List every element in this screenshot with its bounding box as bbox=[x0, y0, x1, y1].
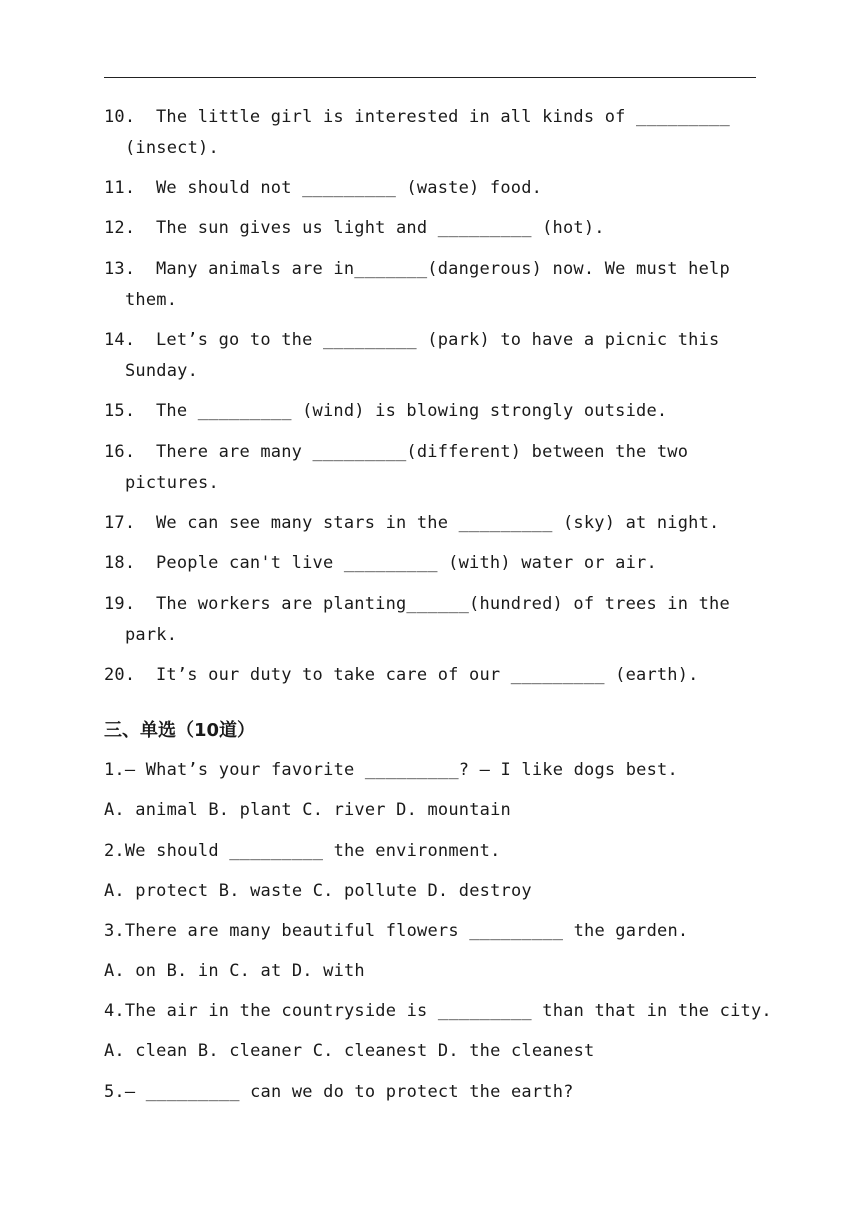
item-number: 20. bbox=[104, 665, 136, 685]
mc-item-4 bbox=[104, 996, 772, 1067]
item-text-continued: pictures. bbox=[125, 473, 219, 493]
mc-item-3 bbox=[104, 916, 764, 987]
fill-item-12 bbox=[104, 213, 764, 244]
item-number: 16. bbox=[104, 442, 136, 462]
item-number: 10. bbox=[104, 107, 136, 127]
item-number: 14. bbox=[104, 330, 136, 350]
mc-item-2 bbox=[104, 836, 764, 907]
section-title: 三、单选（10道） bbox=[104, 720, 256, 741]
item-text-continued: (insect). bbox=[125, 138, 219, 158]
fill-item-20 bbox=[104, 660, 764, 691]
fill-item-16 bbox=[104, 437, 764, 499]
item-text: Let’s go to the _________ (park) to have a picnic this bbox=[156, 330, 720, 350]
fill-item-11 bbox=[104, 173, 764, 204]
mc-question: 3.There are many beautiful flowers _________ the garden. bbox=[104, 921, 689, 941]
item-text: Many animals are in_______(dangerous) now. We must help bbox=[156, 259, 730, 279]
item-text: People can't live _________ (with) water or air. bbox=[156, 553, 657, 573]
mc-options: A. on B. in C. at D. with bbox=[104, 961, 365, 981]
fill-item-13 bbox=[104, 254, 764, 316]
item-text: We can see many stars in the _________ (sky) at night. bbox=[156, 513, 720, 533]
fill-item-10 bbox=[104, 102, 764, 164]
item-number: 18. bbox=[104, 553, 136, 573]
mc-options: A. animal B. plant C. river D. mountain bbox=[104, 800, 511, 820]
mc-item-1 bbox=[104, 755, 764, 826]
item-number: 15. bbox=[104, 401, 136, 421]
fill-item-18 bbox=[104, 548, 764, 579]
item-number: 17. bbox=[104, 513, 136, 533]
mc-question: 2.We should _________ the environment. bbox=[104, 841, 501, 861]
item-text: The workers are planting______(hundred) of trees in the bbox=[156, 594, 730, 614]
header-rule bbox=[104, 77, 756, 78]
mc-options: A. clean B. cleaner C. cleanest D. the cleanest bbox=[104, 1041, 595, 1061]
item-text: The sun gives us light and _________ (hot). bbox=[156, 218, 605, 238]
fill-item-19 bbox=[104, 589, 764, 651]
item-text-continued: them. bbox=[125, 290, 178, 310]
mc-item-5 bbox=[104, 1077, 764, 1108]
mc-question: 1.— What’s your favorite _________? — I like dogs best. bbox=[104, 760, 678, 780]
item-text-continued: park. bbox=[125, 625, 178, 645]
mc-question: 5.— _________ can we do to protect the earth? bbox=[104, 1082, 574, 1102]
fill-item-14 bbox=[104, 325, 764, 387]
item-text: We should not _________ (waste) food. bbox=[156, 178, 543, 198]
item-number: 13. bbox=[104, 259, 136, 279]
item-number: 12. bbox=[104, 218, 136, 238]
fill-item-15 bbox=[104, 396, 764, 427]
item-number: 19. bbox=[104, 594, 136, 614]
item-text-continued: Sunday. bbox=[125, 361, 199, 381]
item-text: There are many _________(different) between the two bbox=[156, 442, 689, 462]
item-text: The little girl is interested in all kinds of _________ bbox=[156, 107, 730, 127]
item-text: The _________ (wind) is blowing strongly outside. bbox=[156, 401, 668, 421]
item-text: It’s our duty to take care of our _________ (earth). bbox=[156, 665, 699, 685]
item-number: 11. bbox=[104, 178, 136, 198]
fill-item-17 bbox=[104, 508, 764, 539]
mc-question: 4.The air in the countryside is _________ than that in the city. bbox=[104, 1001, 772, 1021]
mc-options: A. protect B. waste C. pollute D. destroy bbox=[104, 881, 532, 901]
